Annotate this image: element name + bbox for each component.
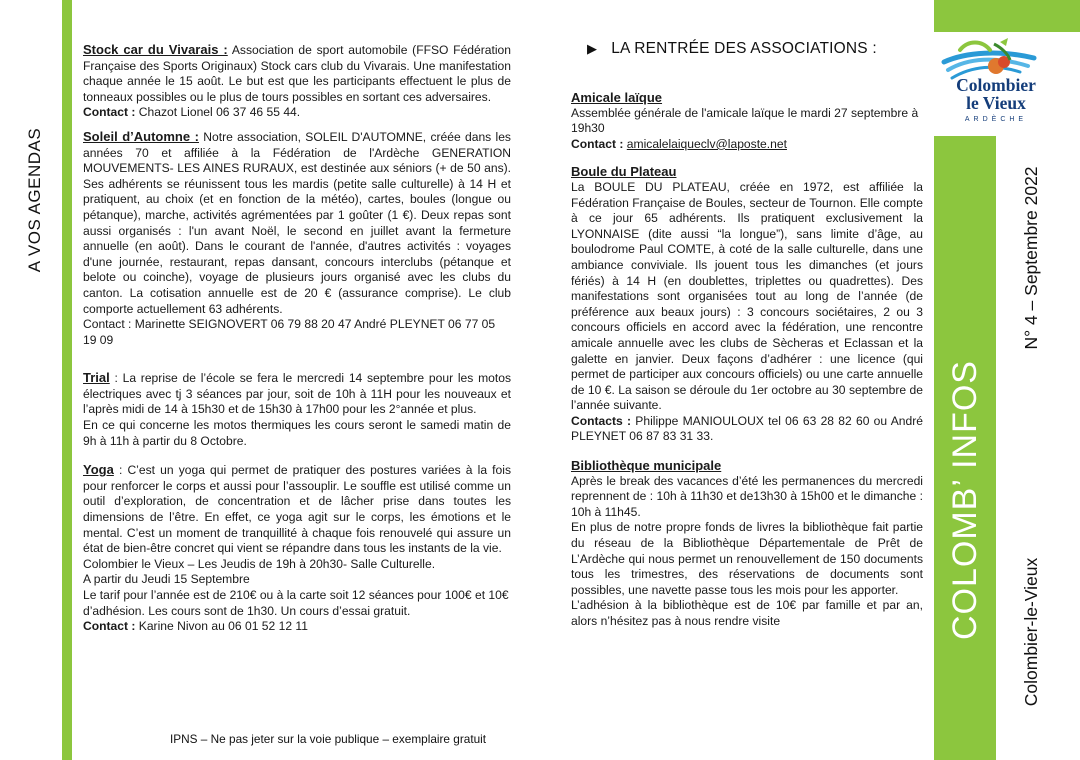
- trial-body: : La reprise de l’école se fera le mercredi 14 septembre pour les motos électriques avec tj 3 séances par jour, soit de 10h à 11H pour les nouveaux et l’après midi de 14 à 15h30 et de 15h30 à 17h00 pour les 2°année et plus.: [83, 371, 511, 417]
- logo-name-line-2: le Vieux: [966, 93, 1026, 113]
- stockcar-contact-value: Chazot Lionel 06 37 46 55 44.: [135, 105, 301, 120]
- soleil-body: Notre association, SOLEIL D'AUTOMNE, créée dans les années 70 et affiliée à la Fédération de l'Ardèche GENERATION MOUVEMENTS- LES AINES RURAUX, est destinée aux séniors (+ de 50 ans). Ses adhérents se réunissent tous les mardis (petite salle culturelle) à 14 H et pratiquent, au choix (et en fonction de la météo), cartes, boules (longue ou pétanque), marche, activités agrémentées par 1 goûter (1 €). Deux repas sont aussi organisés : l'un avant Noël, le second en juillet avant la fermeture annuelle (en août). Dans le courant de l'année, d'autres activités : voyages d'une journée, restaurant, repas dansant, concours interclubs (pétanque et belote ou coinche), voyage de plusieurs jours organisé avec les clubs du canton. La cotisation annuelle est de 20 € (assurance comprise). Le club comporte actuellement 63 adhérents.: [83, 129, 511, 316]
- yoga-line-3: Le tarif pour l’année est de 210€ ou à la carte soit 12 séances pour 100€ et 10€ d’adhésion. Les cours sont de 1h30. Un cours d’essai gratuit.: [83, 588, 509, 618]
- yoga-contact-label: Contact :: [83, 619, 136, 634]
- biblio-body-2: En plus de notre propre fonds de livres la bibliothèque fait partie du réseau de la Bibliothèque Départementale de Prêt de L’Ardèche qui nous permet un renouvellement de 150 documents tous les trimestres, des réservations de documents sont possibles, une navette passe tous les mois pour les apporter.: [571, 520, 923, 597]
- stockcar-section: [83, 42, 511, 105]
- biblio-body-3: L’adhésion à la bibliothèque est de 10€ par famille et par an, alors n’hésitez pas à nous rendre visite: [571, 598, 923, 628]
- yoga-title: Yoga: [83, 462, 114, 478]
- yoga-contact-value: Karine Nivon au 06 01 52 12 11: [135, 619, 308, 634]
- left-green-bar: [62, 0, 72, 760]
- right-column: [571, 90, 923, 630]
- left-column: [83, 42, 511, 635]
- logo-name-line-1: Colombier: [956, 75, 1036, 95]
- right-heading-label: LA RENTRÉE DES ASSOCIATIONS :: [611, 40, 877, 57]
- footer-notice: IPNS – Ne pas jeter sur la voie publique – exemplaire gratuit: [170, 732, 487, 746]
- soleil-section: [83, 129, 511, 317]
- newsletter-title: COLOMB’ INFOS: [946, 360, 984, 640]
- soleil-title: Soleil d’Automne :: [83, 128, 199, 144]
- yoga-line-2: A partir du Jeudi 15 Septembre: [83, 572, 250, 587]
- yoga-line-1: Colombier le Vieux – Les Jeudis de 19h à 20h30- Salle Culturelle.: [83, 556, 436, 571]
- yoga-section: [83, 462, 511, 557]
- issue-number: N° 4 – Septembre 2022: [1021, 166, 1041, 350]
- trial-title: Trial: [83, 370, 110, 386]
- boule-contact: [571, 414, 923, 445]
- yoga-body: : C’est un yoga qui permet de pratiquer des postures variées à la fois pour renforcer le corps et aussi pour l’assouplir. Le souffle est utilisé comme un outil d’exploration, de concentration et de lâcher prise dans toutes les dimensions de l’être. En effet, ce yoga agit sur le corps, les émotions et le mental. C’est un moment de tranquillité à chaque fois renouvelé qui assure un état de bien-être concret qui vient se répandre dans tous les instants de la vie.: [83, 463, 511, 556]
- boule-title: Boule du Plateau: [571, 164, 677, 180]
- left-rail-label: A VOS AGENDAS: [25, 127, 44, 273]
- stockcar-contact-label: Contact :: [83, 105, 136, 120]
- trial-body-2: En ce qui concerne les motos thermiques les cours seront le samedi matin de 9h à 11h à partir du 8 Octobre.: [83, 418, 511, 448]
- biblio-body: Après le break des vacances d’été les permanences du mercredi reprennent de : 10h à 11h30 et de13h30 à 15h00 et le dimanche : 10h à 11h45.: [571, 473, 923, 519]
- soleil-contact: Contact : Marinette SEIGNOVERT 06 79 88 20 47 André PLEYNET 06 77 05 19 09: [83, 317, 496, 347]
- boule-body: La BOULE DU PLATEAU, créée en 1972, est affiliée la Fédération Française de Boules, secteur de Tournon. Elle compte à ce jour 65 adhérents. Ils pratiquent exclusivement la LYONNAISE (dite aussi “la longue”), sans limite d’âge, au boulodrome Paul COMTE, à coté de la salle culturelle, dans une ambiance conviviale. Ils jouent tous les dimanches (et jours fériés) à 14 H (en doublettes, triplettes ou quadrettes). Des manifestations sont organisées tout au long de l’année (de préférence aux beaux jours) : 3 concours sociétaires, 2 ou 3 concours officiels en accord avec la fédération, une rencontre amicale annuelle avec les clubs de Sècheras et Eclassan et la galette en janvier. Deux façons d’adhérer : une licence (qui permet de participer aux concours officiels) ou une carte annuelle de 10 €. La saison se déroule du 1er octobre au 30 septembre de l’année suivante.: [571, 179, 923, 413]
- boule-contact-label: Contacts :: [571, 413, 632, 428]
- biblio-title: Bibliothèque municipale: [571, 458, 722, 474]
- trial-section: [83, 370, 511, 418]
- yoga-contact: [83, 619, 511, 635]
- amicale-contact-label: Contact :: [571, 136, 624, 151]
- boule-contact-value: Philippe MANIOULOUX tel 06 63 28 82 60 ou André PLEYNET 06 87 83 31 33.: [571, 413, 923, 444]
- logo-region: ARDÈCHE: [964, 116, 1028, 123]
- arrow-right-icon: ▶: [587, 41, 598, 56]
- amicale-title: Amicale laïque: [571, 90, 663, 105]
- rail-green-top: [934, 0, 1080, 32]
- stockcar-contact: [83, 105, 511, 121]
- stockcar-body: Association de sport automobile (FFSO Fédération Française des Sports Originaux) Stock cars club du Vivarais. Une manifestation chaque année le 15 août. Le but est que les participants effectuent le plus de tonneaux possibles ou le plus de tours possibles en sortant ces adversaires.: [83, 43, 512, 104]
- amicale-contact: [571, 137, 923, 153]
- amicale-email-link[interactable]: amicalelaiqueclv@laposte.net: [626, 136, 787, 151]
- right-heading: [587, 40, 877, 58]
- amicale-body: Assemblée générale de l'amicale laïque le mardi 27 septembre à 19h30: [571, 105, 919, 136]
- town-name: Colombier-le-Vieux: [1021, 557, 1041, 707]
- stockcar-title: Stock car du Vivarais :: [83, 42, 228, 57]
